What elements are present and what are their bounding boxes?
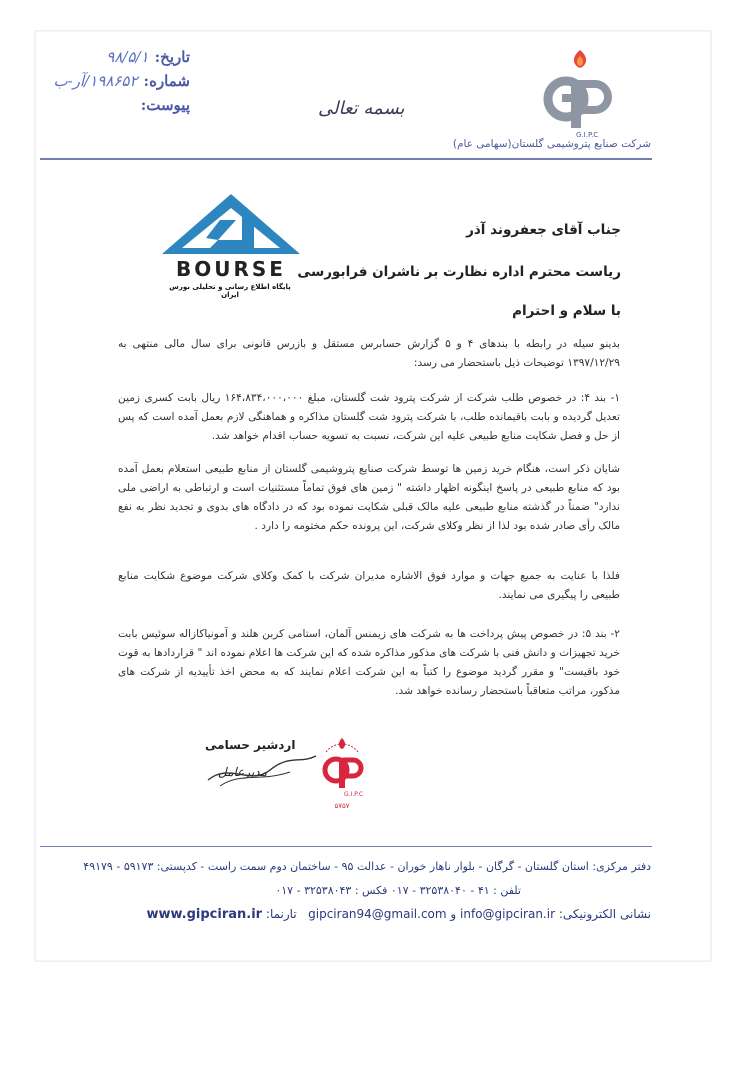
handwritten-signature bbox=[200, 742, 320, 792]
company-seal bbox=[318, 728, 366, 812]
signatory-title: مدیرعامل bbox=[218, 765, 268, 779]
body-paragraph-followup: فلذا با عنایت به جمیع جهات و موارد فوق الاشاره مدیران شرکت با کمک وکلای شرکت موضوع شکایت منابع طبیعی را پیگیری می نمایند. bbox=[118, 570, 620, 601]
seal-code: ۵۷۵۷ bbox=[334, 802, 350, 810]
footer-contact bbox=[146, 907, 651, 922]
bourse-logo bbox=[158, 190, 304, 294]
body-paragraph-intro: بدینو سیله در رابطه با بندهای ۴ و ۵ گزارش حسابرس مستقل و بازرس قانونی برای سال مالی منتهی به ۱۳۹۷/۱۲/۲۹ توضیحات ذیل باستحضار می رسد: bbox=[118, 338, 620, 369]
footer-divider bbox=[40, 846, 652, 847]
footer-address: دفتر مرکزی: استان گلستان - گرگان - بلوار ناهار خوران - عدالت ۹۵ - ساختمان دوم سمت راست - کدپستی: ۵۹۱۷۳ - ۴۹۱۷۹ bbox=[83, 860, 651, 873]
bourse-caption: پایگاه اطلاع رسانی و تحلیلی بورس ایران bbox=[160, 283, 300, 299]
bourse-logo-text: BOURSE bbox=[176, 257, 286, 281]
letter-meta bbox=[40, 45, 190, 117]
addressee-name: جناب آقای جعفروند آذر bbox=[466, 222, 621, 238]
date-value: ۹۸/۵/۱ bbox=[106, 48, 149, 66]
number-row bbox=[40, 69, 190, 93]
logo-letters: G.I.P.C bbox=[576, 131, 599, 139]
website-link[interactable]: www.gipciran.ir bbox=[146, 907, 263, 922]
attachment-row bbox=[40, 93, 190, 117]
email-and: و bbox=[450, 907, 457, 921]
number-value: ۱۹۸۶۵۲/آر-ب bbox=[53, 72, 138, 90]
gipc-logo bbox=[540, 44, 612, 140]
body-paragraph-item-1: ۱- بند ۴: در خصوص طلب شرکت از شرکت پترود شت گلستان، مبلغ ۱۶۴،۸۳۴،۰۰۰،۰۰۰ ریال بابت کسری زمین تعدیل گردیده و بابت باقیمانده طلب، با شرکت پترود شت گلستان مذاکره و هماهنگی لازم بعمل آمده است که پس از حل و فصل شکایت منابع طبیعی علیه این شرکت، نسبت به تسویه حساب اقدام خواهد شد. bbox=[118, 392, 621, 442]
body-paragraph-item-2: ۲- بند ۵: در خصوص پیش پرداخت ها به شرکت های زیمنس آلمان، استامی کربن هلند و آمونیاکازاله سوئیس بابت خرید تجهیزات و دانش فنی با شرکت های مذکور مذاکره شده که این شرکت ها اعلام نموده اند " قراردادها به قوت خود باقیست" و مقرر گردید موضوع را کتباً به این شرکت اعلام نمایند که به محض اخذ تأییدیه از شرکت های مذکور، مراتب متعاقباً باستحضار رسانده خواهد شد. bbox=[118, 628, 620, 697]
footer-phone-fax: تلفن : ۴۱ - ۳۲۵۳۸۰۴۰ - ۰۱۷ فکس : ۳۲۵۳۸۰۴۳ - ۰۱۷ bbox=[275, 884, 521, 897]
date-label: تاریخ: bbox=[154, 48, 190, 66]
addressee-title: ریاست محترم اداره نظارت بر ناشران فرابورسی bbox=[297, 264, 621, 280]
body-paragraph-note: شایان ذکر است، هنگام خرید زمین ها توسط شرکت صنایع پتروشیمی گلستان از منابع طبیعی استعلام بعمل آمده بود که منابع طبیعی در پاسخ اینگونه اظهار داشته " زمین های فوق تماماً مستثنیات است و ارتباطی به اراضی ملی ندارد" ضمناً در گذشته منابع طبیعی علیه مالک قبلی شکایت نموده بود که در دادگاه های بدوی و تجدید نظر به نفع مالک رأی صادر شده بود لذا از نظر وکلای شرکت، این پرونده حکم مختومه را دارد . bbox=[118, 463, 620, 532]
date-row bbox=[40, 45, 190, 69]
greeting: با سلام و احترام bbox=[512, 303, 621, 319]
company-name: شرکت صنایع پتروشیمی گلستان(سهامی عام) bbox=[452, 138, 651, 150]
signatory-name: اردشیر حسامی bbox=[205, 738, 296, 752]
email-secondary[interactable]: gipciran94@gmail.com bbox=[308, 907, 447, 921]
email-primary[interactable]: info@gipciran.ir bbox=[460, 907, 556, 921]
bismillah-heading: بسمه تعالی bbox=[318, 98, 405, 119]
attachment-label: پیوست: bbox=[140, 96, 190, 114]
seal-letters: G.I.P.C bbox=[344, 791, 364, 798]
header-divider bbox=[40, 158, 652, 160]
number-label: شماره: bbox=[143, 72, 190, 90]
website-label: تارنما: bbox=[265, 907, 297, 921]
email-label: نشانی الکترونیکی: bbox=[558, 907, 651, 921]
